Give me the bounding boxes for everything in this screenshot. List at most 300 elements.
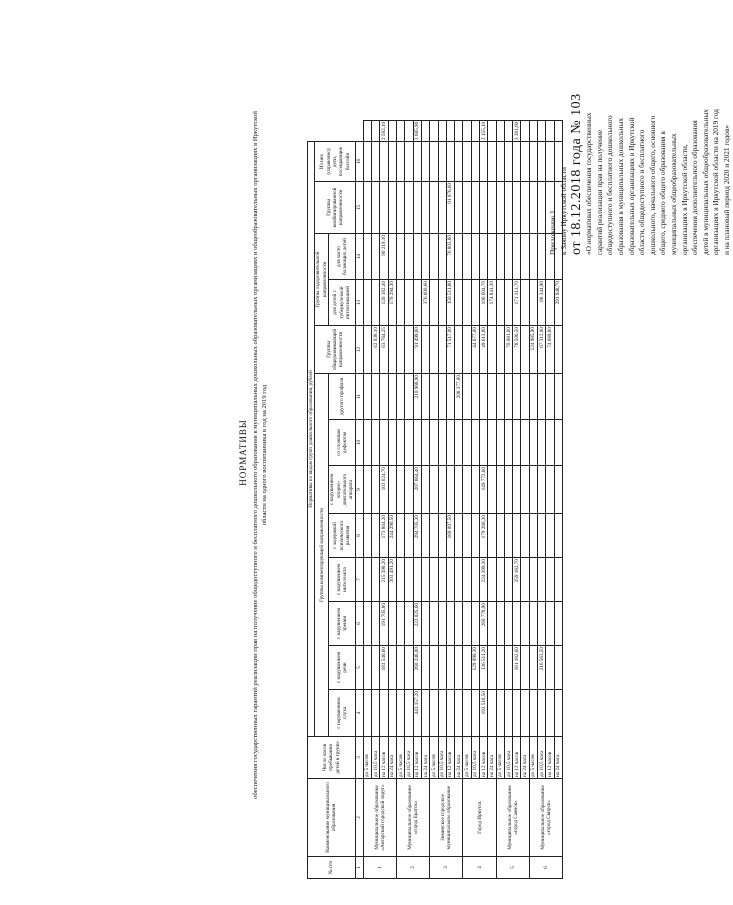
table-cell	[455, 234, 463, 280]
hours-cell: на 24 часа	[521, 737, 529, 779]
row-number: 1	[363, 857, 396, 879]
subheader-col: для часто болеющих детей	[329, 234, 356, 280]
hours-cell: на 24 часа	[554, 737, 562, 779]
table-cell	[554, 120, 562, 141]
table-cell	[538, 120, 546, 141]
table-cell	[413, 558, 421, 602]
table-cell	[496, 280, 504, 326]
table-cell	[455, 142, 463, 182]
table-cell	[405, 234, 413, 280]
table-cell	[480, 234, 488, 280]
table-row	[388, 120, 396, 878]
appendix-line: образовательных организациях в Иркутской	[626, 117, 636, 255]
table-cell: 376 600,60	[421, 280, 429, 326]
table-cell	[413, 420, 421, 466]
column-index: 7	[355, 558, 363, 602]
hours-cell: на 12 часов	[446, 737, 454, 779]
appendix-line: гарантий реализации прав на получение	[594, 129, 604, 255]
table-cell	[554, 690, 562, 737]
appendix-line: образования в муниципальных дошкольных	[615, 117, 625, 255]
column-index: 9	[355, 466, 363, 514]
table-cell	[538, 182, 546, 234]
table-cell	[471, 514, 479, 558]
table-cell	[446, 374, 454, 420]
table-cell	[504, 234, 512, 280]
table-cell	[388, 466, 396, 514]
municipality-name: Муниципальное образование «Ангарский городской округ»	[363, 779, 396, 857]
table-cell	[363, 234, 371, 280]
table-cell: 106 604,70	[480, 280, 488, 326]
table-cell	[372, 514, 380, 558]
table-cell	[471, 602, 479, 646]
table-cell	[438, 558, 446, 602]
table-cell	[430, 690, 438, 737]
appendix-line: общедоступного и бесплатного дошкольного	[605, 115, 615, 255]
table-cell	[438, 280, 446, 326]
row-number: 2	[397, 857, 430, 879]
appendix-line: «О нормативах обеспечения государственных	[584, 112, 594, 255]
table-cell	[430, 234, 438, 280]
table-row	[529, 120, 537, 878]
table-cell	[480, 182, 488, 234]
table-cell	[388, 142, 396, 182]
table-cell	[471, 234, 479, 280]
table-cell	[372, 142, 380, 182]
table-cell	[438, 514, 446, 558]
table-cell: 149 772,60	[480, 466, 488, 514]
table-cell	[471, 280, 479, 326]
table-cell	[546, 280, 554, 326]
table-cell	[504, 120, 512, 141]
table-row	[430, 120, 438, 878]
table-cell	[405, 326, 413, 374]
table-cell	[463, 280, 471, 326]
table-row	[380, 120, 388, 878]
table-cell	[521, 690, 529, 737]
table-cell	[546, 182, 554, 234]
hours-cell: до 10,5 часа	[405, 737, 413, 779]
table-cell	[554, 602, 562, 646]
appendix-line: Приложение 1	[548, 210, 557, 255]
column-index: 6	[355, 602, 363, 646]
table-cell	[521, 142, 529, 182]
table-cell	[529, 142, 537, 182]
column-index: 10	[355, 420, 363, 466]
table-cell	[496, 182, 504, 234]
table-row	[546, 120, 554, 878]
table-cell: 215 398,20	[380, 558, 388, 602]
table-cell	[421, 690, 429, 737]
table-cell	[397, 602, 405, 646]
table-cell	[513, 690, 521, 737]
table-cell	[397, 120, 405, 141]
table-cell	[521, 558, 529, 602]
hours-cell: до 5 часов	[529, 737, 537, 779]
hours-cell: на 12 часов	[413, 737, 421, 779]
hours-cell: до 10,5 часа	[538, 737, 546, 779]
table-cell	[421, 466, 429, 514]
table-cell	[438, 326, 446, 374]
table-cell	[488, 420, 496, 466]
table-cell: 443 157,20	[413, 690, 421, 737]
row-number: 3	[430, 857, 463, 879]
table-cell	[488, 690, 496, 737]
table-cell: 171 313,70	[513, 280, 521, 326]
table-cell	[438, 690, 446, 737]
table-cell: 244 290,50	[388, 514, 396, 558]
table-cell: 179 286,30	[480, 514, 488, 558]
table-cell: 62 038,10	[372, 326, 380, 374]
table-cell	[405, 558, 413, 602]
appendix-line: организациях в Иркутской области,	[679, 144, 689, 255]
table-cell	[546, 374, 554, 420]
table-cell: 44 677,00	[471, 326, 479, 374]
table-cell	[538, 558, 546, 602]
hours-cell: на 24 часа	[421, 737, 429, 779]
table-cell	[488, 142, 496, 182]
table-cell	[363, 280, 371, 326]
table-cell: 2 582,10	[381, 121, 388, 140]
table-cell	[397, 234, 405, 280]
table-cell	[546, 646, 554, 690]
table-cell	[538, 514, 546, 558]
table-cell	[405, 120, 413, 141]
table-cell	[446, 646, 454, 690]
appendix-line: обеспечения дополнительного образования	[690, 120, 700, 255]
table-cell	[471, 142, 479, 182]
table-cell	[413, 182, 421, 234]
table-cell	[397, 374, 405, 420]
table-cell	[438, 420, 446, 466]
table-cell	[413, 142, 421, 182]
table-cell	[504, 466, 512, 514]
table-cell	[463, 690, 471, 737]
table-cell: 124 985,90	[529, 326, 537, 374]
table-cell	[455, 182, 463, 234]
header-norms: Нормативы по видам групп дошкольного образования, рублей	[308, 142, 315, 737]
table-cell	[413, 234, 421, 280]
table-cell: 191 705,80	[380, 602, 388, 646]
table-cell	[513, 234, 521, 280]
subheader-col: со сложным дефектом	[329, 420, 356, 466]
table-cell	[488, 558, 496, 602]
appendix-line: организациях в Иркутской области на 2019 год	[711, 108, 721, 255]
table-cell	[463, 182, 471, 234]
table-cell	[529, 514, 537, 558]
table-cell	[455, 120, 463, 141]
table-cell	[446, 142, 454, 182]
table-cell: 67 312,90	[538, 326, 546, 374]
column-index: 8	[355, 514, 363, 558]
table-cell	[363, 602, 371, 646]
table-cell	[380, 182, 388, 234]
table-cell	[430, 558, 438, 602]
table-cell	[546, 420, 554, 466]
table-cell	[388, 420, 396, 466]
table-cell	[504, 182, 512, 234]
table-cell	[405, 690, 413, 737]
table-cell	[538, 420, 546, 466]
table-cell	[405, 280, 413, 326]
column-index: 15	[355, 182, 363, 234]
table-cell	[430, 374, 438, 420]
table-cell	[388, 602, 396, 646]
table-cell	[529, 558, 537, 602]
table-cell	[446, 690, 454, 737]
table-cell: 78 506,50	[513, 326, 521, 374]
header-num: № п/п	[308, 857, 356, 879]
table-cell	[421, 234, 429, 280]
table-row	[513, 120, 521, 878]
table-row	[521, 120, 529, 878]
hours-cell: до 5 часов	[430, 737, 438, 779]
table-cell	[363, 374, 371, 420]
header-index-row	[355, 120, 363, 878]
table-cell	[455, 420, 463, 466]
table-row	[363, 120, 371, 878]
header-combined: Группы комбинированной направленности	[315, 182, 355, 234]
table-cell	[538, 602, 546, 646]
table-cell	[405, 514, 413, 558]
table-cell	[513, 514, 521, 558]
table-cell: 3 381,60	[513, 121, 520, 140]
table-cell: 216 563,50	[538, 646, 546, 690]
table-row	[471, 120, 479, 878]
table-cell	[529, 234, 537, 280]
table-cell: 3 685,90	[414, 121, 421, 140]
table-cell	[554, 558, 562, 602]
table-cell: 126 182,40	[380, 280, 388, 326]
table-cell	[463, 558, 471, 602]
table-cell	[421, 602, 429, 646]
table-cell	[463, 420, 471, 466]
table-cell	[438, 234, 446, 280]
hours-cell: до 10,5 часа	[471, 737, 479, 779]
norms-table-body	[363, 120, 562, 878]
table-row	[538, 120, 546, 878]
table-cell	[513, 602, 521, 646]
appendix-line: к Закону Иркутской области	[558, 167, 568, 255]
table-cell	[521, 646, 529, 690]
table-cell	[471, 558, 479, 602]
hours-cell: на 12 часов	[480, 737, 488, 779]
table-cell: 174 841,30	[488, 280, 496, 326]
table-cell: 71 517,00	[446, 326, 454, 374]
subheader-col: с задержкой психического развития	[329, 514, 356, 558]
table-cell	[421, 514, 429, 558]
table-cell	[446, 420, 454, 466]
table-cell	[455, 558, 463, 602]
table-cell	[438, 374, 446, 420]
table-cell	[471, 374, 479, 420]
table-cell	[380, 374, 388, 420]
table-cell: 169 097,50	[446, 514, 454, 558]
table-cell	[529, 602, 537, 646]
subheader-col: для детей с туберкулезной интоксикацией	[329, 280, 356, 326]
table-cell	[471, 466, 479, 514]
table-cell	[471, 420, 479, 466]
table-cell	[496, 374, 504, 420]
table-row	[554, 120, 562, 878]
table-cell	[488, 602, 496, 646]
table-cell	[480, 420, 488, 466]
table-cell	[463, 514, 471, 558]
hours-cell: до 5 часов	[463, 737, 471, 779]
table-cell	[554, 182, 562, 234]
table-cell	[488, 182, 496, 234]
table-cell	[554, 420, 562, 466]
table-cell	[430, 602, 438, 646]
table-cell: 88 344,90	[538, 280, 546, 326]
table-cell	[496, 420, 504, 466]
table-cell	[504, 280, 512, 326]
table-cell	[554, 234, 562, 280]
table-cell	[405, 182, 413, 234]
table-cell: 224 399,30	[480, 558, 488, 602]
table-cell	[554, 466, 562, 514]
table-cell	[488, 120, 496, 141]
table-cell: 91 076,60	[446, 182, 454, 234]
table-cell: 74 689,80	[546, 326, 554, 374]
table-cell	[496, 466, 504, 514]
table-cell: 173 864,20	[380, 514, 388, 558]
column-index: 3	[355, 737, 363, 779]
table-cell	[372, 280, 380, 326]
table-cell	[388, 374, 396, 420]
table-cell	[405, 466, 413, 514]
table-cell: 170 294,30	[388, 280, 396, 326]
table-cell	[430, 514, 438, 558]
table-cell	[363, 514, 371, 558]
table-cell	[488, 374, 496, 420]
table-cell	[504, 558, 512, 602]
table-cell: 193 518,50	[480, 690, 488, 737]
table-cell	[488, 514, 496, 558]
table-cell	[546, 558, 554, 602]
table-cell: 259 182,70	[513, 558, 521, 602]
table-cell: 183 546,60	[380, 646, 388, 690]
table-cell	[372, 646, 380, 690]
table-cell: 90 219,10	[380, 234, 388, 280]
table-cell	[438, 142, 446, 182]
table-cell: 208 377,00	[455, 374, 463, 420]
table-cell: 260 778,90	[480, 602, 488, 646]
table-cell	[405, 646, 413, 690]
table-cell	[488, 326, 496, 374]
table-cell	[372, 120, 380, 141]
appendix-line: и на плановый период 2020 и 2021 годов»	[721, 124, 731, 255]
table-cell: 150 511,80	[446, 280, 454, 326]
table-cell: 91 499,60	[413, 326, 421, 374]
table-cell	[380, 420, 388, 466]
table-cell: 129 090,30	[471, 646, 479, 690]
appendix-line: дошкольного, начального общего, основного	[647, 115, 657, 255]
row-number: 6	[529, 857, 562, 879]
table-cell	[529, 690, 537, 737]
appendix-line: детей в муниципальных общеобразовательных	[700, 109, 710, 255]
table-cell	[397, 466, 405, 514]
table-cell	[480, 142, 488, 182]
column-index: 14	[355, 234, 363, 280]
table-cell	[538, 690, 546, 737]
table-cell	[513, 182, 521, 234]
table-cell	[496, 234, 504, 280]
table-cell	[455, 466, 463, 514]
table-cell: 70 681,00	[504, 326, 512, 374]
table-cell	[388, 326, 396, 374]
table-cell	[372, 374, 380, 420]
table-cell	[488, 466, 496, 514]
table-cell	[496, 558, 504, 602]
table-cell	[521, 120, 529, 141]
table-cell	[496, 646, 504, 690]
hours-cell: на 12 часов	[380, 737, 388, 779]
table-cell	[546, 120, 554, 141]
table-cell	[463, 646, 471, 690]
hours-cell: на 24 часа	[455, 737, 463, 779]
table-cell	[521, 420, 529, 466]
table-cell	[463, 234, 471, 280]
table-cell	[388, 646, 396, 690]
table-cell	[397, 690, 405, 737]
table-cell	[538, 374, 546, 420]
table-cell	[397, 420, 405, 466]
table-cell: 49 613,80	[480, 326, 488, 374]
table-cell	[471, 690, 479, 737]
table-cell	[388, 690, 396, 737]
subheader-col: с нарушением зрения	[329, 602, 356, 646]
table-cell	[372, 558, 380, 602]
appendix-line: общего, среднего общего образования в	[658, 131, 668, 255]
document-heading: НОРМАТИВЫ	[238, 419, 248, 486]
table-cell: 163 624,70	[380, 466, 388, 514]
table-cell	[446, 120, 454, 141]
table-cell: 136 511,20	[480, 646, 488, 690]
table-cell	[504, 646, 512, 690]
table-cell	[405, 374, 413, 420]
table-cell	[430, 142, 438, 182]
table-cell	[397, 280, 405, 326]
table-cell	[504, 514, 512, 558]
table-cell	[421, 646, 429, 690]
table-cell	[372, 182, 380, 234]
table-cell	[521, 234, 529, 280]
table-row	[446, 120, 454, 878]
table-cell	[421, 374, 429, 420]
table-cell	[446, 558, 454, 602]
table-cell	[421, 326, 429, 374]
table-cell	[513, 374, 521, 420]
column-index: 1	[355, 857, 363, 879]
hours-cell: до 5 часов	[363, 737, 371, 779]
row-number: 4	[463, 857, 496, 879]
table-row	[405, 120, 413, 878]
table-cell	[554, 142, 562, 182]
table-cell	[471, 120, 479, 141]
table-cell	[397, 558, 405, 602]
table-cell	[430, 646, 438, 690]
table-cell	[463, 602, 471, 646]
table-row	[455, 120, 463, 878]
norms-table	[307, 120, 563, 879]
table-cell	[546, 142, 554, 182]
header-health: Группы оздоровительной направленности	[315, 234, 329, 326]
table-cell	[463, 326, 471, 374]
municipality-name: Муниципальное образование «город Свирск»	[529, 779, 562, 857]
table-cell	[496, 120, 504, 141]
subheader-col: другого профиля	[329, 374, 356, 420]
table-cell: 294 705,30	[413, 514, 421, 558]
